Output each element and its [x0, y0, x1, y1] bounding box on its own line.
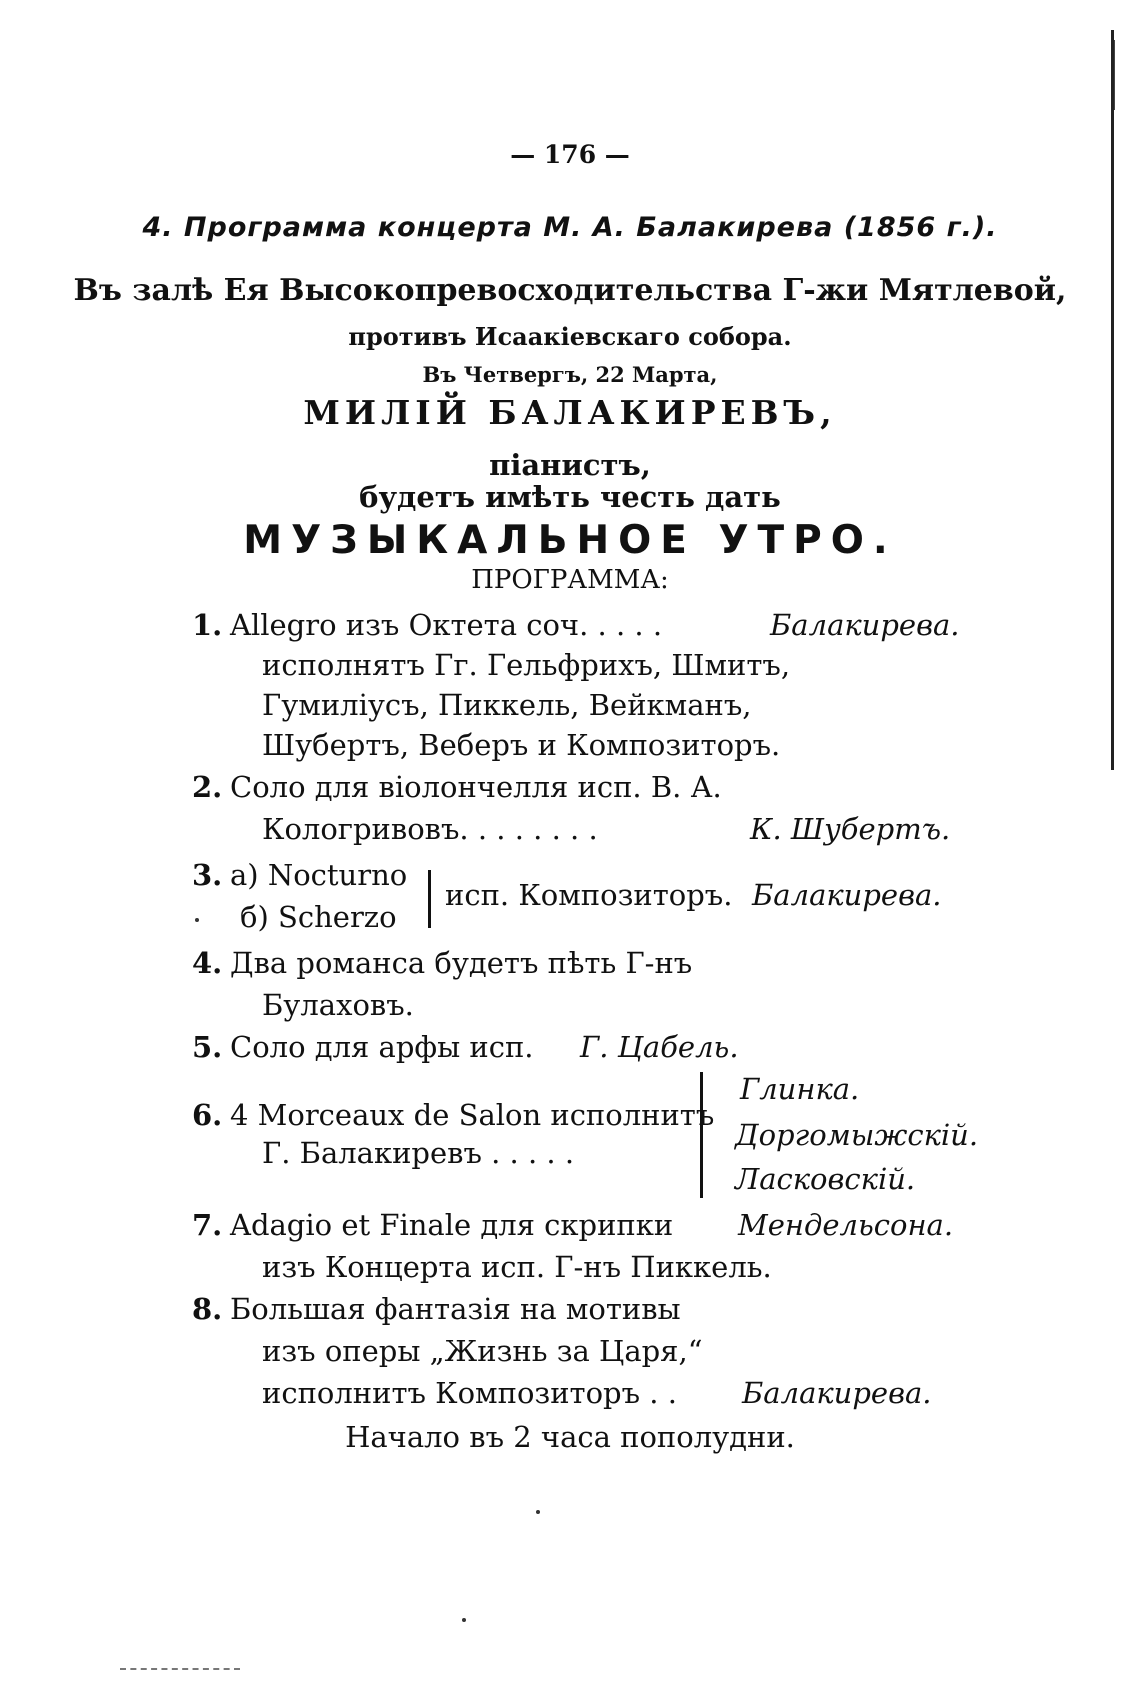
item-1-number: 1.	[192, 608, 223, 642]
item-1-line-3: Гумиліусъ, Пиккель, Вейкманъ,	[262, 688, 752, 722]
item-8-number: 8.	[192, 1292, 223, 1326]
event-title: МУЗЫКАЛЬНОЕ УТРО.	[243, 518, 897, 563]
page-edge-rule-thin	[1114, 40, 1115, 110]
performer-name: МИЛІЙ БАЛАКИРЕВЪ,	[303, 393, 837, 432]
item-1-composer: Балакирева.	[770, 608, 960, 642]
item-5-line-1: Соло для арфы исп.	[230, 1030, 534, 1064]
item-7-line-2: изъ Концерта исп. Г-нъ Пиккель.	[262, 1250, 772, 1284]
item-3-number: 3.	[192, 858, 223, 892]
scan-speck	[195, 918, 199, 922]
scan-speck	[536, 1510, 540, 1514]
item-1-line-4: Шубертъ, Веберъ и Композиторъ.	[262, 728, 781, 762]
item-2-number: 2.	[192, 770, 223, 804]
item-4-line-1: Два романса будетъ пѣть Г-нъ	[230, 946, 693, 980]
item-1-line-1: Allegro изъ Октета соч. . . . .	[230, 608, 663, 642]
item-8-composer: Балакирева.	[742, 1376, 932, 1410]
item-3-brace	[428, 870, 431, 928]
item-6-line-2: Г. Балакиревъ . . . . .	[262, 1136, 575, 1170]
item-2-line-2: Кологривовъ. . . . . . . .	[262, 812, 598, 846]
item-3-sub-b: б) Scherzo	[240, 900, 397, 934]
item-6-number: 6.	[192, 1098, 223, 1132]
venue-line: Въ залѣ Ея Высокопревосходительства Г-жи Мятлевой,	[73, 273, 1067, 308]
scan-speck	[462, 1618, 466, 1622]
item-8-line-2: изъ оперы „Жизнь за Царя,“	[262, 1334, 703, 1368]
item-3-performer: исп. Композиторъ.	[445, 878, 733, 912]
date-line: Въ Четвергъ, 22 Марта,	[422, 362, 718, 387]
item-5-composer: Г. Цабель.	[580, 1030, 739, 1064]
honor-line: будетъ имѣть честь дать	[359, 480, 781, 514]
item-2-composer: К. Шубертъ.	[750, 812, 951, 846]
item-7-line-1: Adagio et Finale для скрипки	[230, 1208, 674, 1242]
item-3-composer: Балакирева.	[752, 878, 942, 912]
item-2-line-1: Соло для віолончелля исп. В. А.	[230, 770, 722, 804]
item-6-line-1: 4 Morceaux de Salon исполнитъ	[230, 1098, 715, 1132]
program-label: ПРОГРАММА:	[471, 565, 669, 595]
performer-role: піанистъ,	[489, 448, 651, 482]
item-7-composer: Мендельсона.	[738, 1208, 954, 1242]
item-8-line-1: Большая фантазія на мотивы	[230, 1292, 681, 1326]
item-1-line-2: исполнятъ Гг. Гельфрихъ, Шмитъ,	[262, 648, 791, 682]
item-3-sub-a: а) Nocturno	[230, 858, 408, 892]
location-line: противъ Исаакіевскаго собора.	[348, 322, 792, 351]
item-6-composer-2: Доргомыжскій.	[735, 1118, 979, 1152]
item-7-number: 7.	[192, 1208, 223, 1242]
item-4-line-2: Булаховъ.	[262, 988, 414, 1022]
section-title: 4. Программа концерта М. А. Балакирева (1856 г.).	[142, 212, 998, 243]
item-6-composer-1: Глинка.	[740, 1072, 860, 1106]
scan-artifact-line	[120, 1668, 240, 1670]
item-6-composer-3: Ласковскій.	[735, 1162, 916, 1196]
item-6-brace	[700, 1072, 703, 1198]
page-number: — 176 —	[510, 140, 630, 169]
item-4-number: 4.	[192, 946, 223, 980]
start-time-note: Начало въ 2 часа пополудни.	[345, 1420, 795, 1454]
item-5-number: 5.	[192, 1030, 223, 1064]
item-8-line-3: исполнитъ Композиторъ . .	[262, 1376, 677, 1410]
